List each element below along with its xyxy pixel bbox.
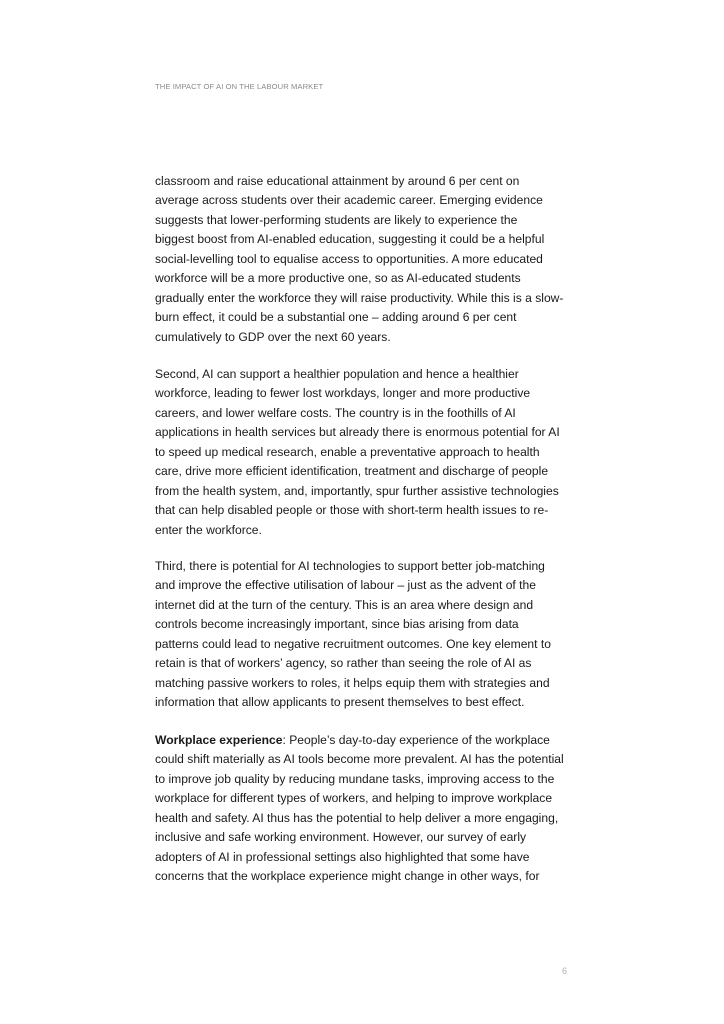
paragraph-line: suggests that lower-performing students are likely to experience the: [155, 212, 518, 227]
section-lead-heading: Workplace experience: [155, 733, 283, 747]
paragraph-line: Second, AI can support a healthier population and hence a healthier: [155, 367, 519, 381]
paragraph-workplace-experience: [155, 731, 564, 887]
paragraph-line: classroom and raise educational attainment by around 6 per cent on: [155, 174, 520, 188]
paragraph-line: information that allow applicants to present themselves to best effect.: [155, 695, 525, 710]
section-lead-text: : People’s day-to-day experience of the workplace: [282, 733, 550, 747]
paragraph-line: adopters of AI in professional settings also highlighted that some have: [155, 849, 530, 864]
paragraph-line: could shift materially as AI tools become more prevalent. AI has the potential: [155, 752, 564, 767]
paragraph-line: cumulatively to GDP over the next 60 years.: [155, 329, 391, 344]
running-header: THE IMPACT OF AI ON THE LABOUR MARKET: [155, 82, 324, 91]
paragraph-job-matching: [155, 557, 551, 713]
paragraph-health: [155, 365, 560, 540]
paragraph-line: controls become increasingly important, since bias arising from data: [155, 617, 519, 632]
paragraph-line: workforce, leading to fewer lost workdays, longer and more productive: [155, 386, 531, 401]
paragraph-line: workforce will be a more productive one, so as AI-educated students: [155, 271, 521, 286]
paragraph-line: to improve job quality by reducing mundane tasks, improving access to the: [155, 771, 555, 786]
paragraph-line: average across students over their academic career. Emerging evidence: [155, 193, 543, 208]
paragraph-line: retain is that of workers’ agency, so rather than seeing the role of AI as: [155, 656, 532, 671]
paragraph-line: workplace for different types of workers, and helping to improve workplace: [155, 791, 553, 806]
paragraph-education: [155, 172, 563, 347]
paragraph-line: health and safety. AI thus has the potential to help deliver a more engaging,: [155, 810, 559, 825]
paragraph-line: concerns that the workplace experience might change in other ways, for: [155, 869, 540, 884]
paragraph-line: and improve the effective utilisation of labour – just as the advent of the: [155, 578, 536, 593]
page-number: 6: [562, 966, 568, 976]
paragraph-line: applications in health services but already there is enormous potential for AI: [155, 425, 560, 440]
paragraph-line: Third, there is potential for AI technologies to support better job-matching: [155, 559, 545, 573]
paragraph-line: gradually enter the workforce they will raise productivity. While this is a slow-: [155, 290, 564, 305]
paragraph-line: careers, and lower welfare costs. The country is in the foothills of AI: [155, 405, 516, 420]
paragraph-line: to speed up medical research, enable a preventative approach to health: [155, 444, 540, 459]
paragraph-line: burn effect, it could be a substantial one – adding around 6 per cent: [155, 310, 517, 325]
paragraph-line: internet did at the turn of the century. This is an area where design and: [155, 597, 534, 612]
paragraph-line: care, drive more efficient identification, treatment and discharge of people: [155, 464, 549, 479]
paragraph-line: [155, 731, 564, 750]
paragraph-line: biggest boost from AI-enabled education, suggesting it could be a helpful: [155, 232, 545, 247]
paragraph-line: enter the workforce.: [155, 522, 262, 537]
paragraph-line: inclusive and safe working environment. However, our survey of early: [155, 830, 527, 845]
paragraph-line: matching passive workers to roles, it helps equip them with strategies and: [155, 675, 550, 690]
paragraph-line: from the health system, and, importantly, spur further assistive technologies: [155, 483, 559, 498]
paragraph-line: social-levelling tool to equalise access to opportunities. A more educated: [155, 251, 543, 266]
paragraph-line: that can help disabled people or those with short-term health issues to re-: [155, 503, 549, 518]
paragraph-line: patterns could lead to negative recruitment outcomes. One key element to: [155, 636, 551, 651]
